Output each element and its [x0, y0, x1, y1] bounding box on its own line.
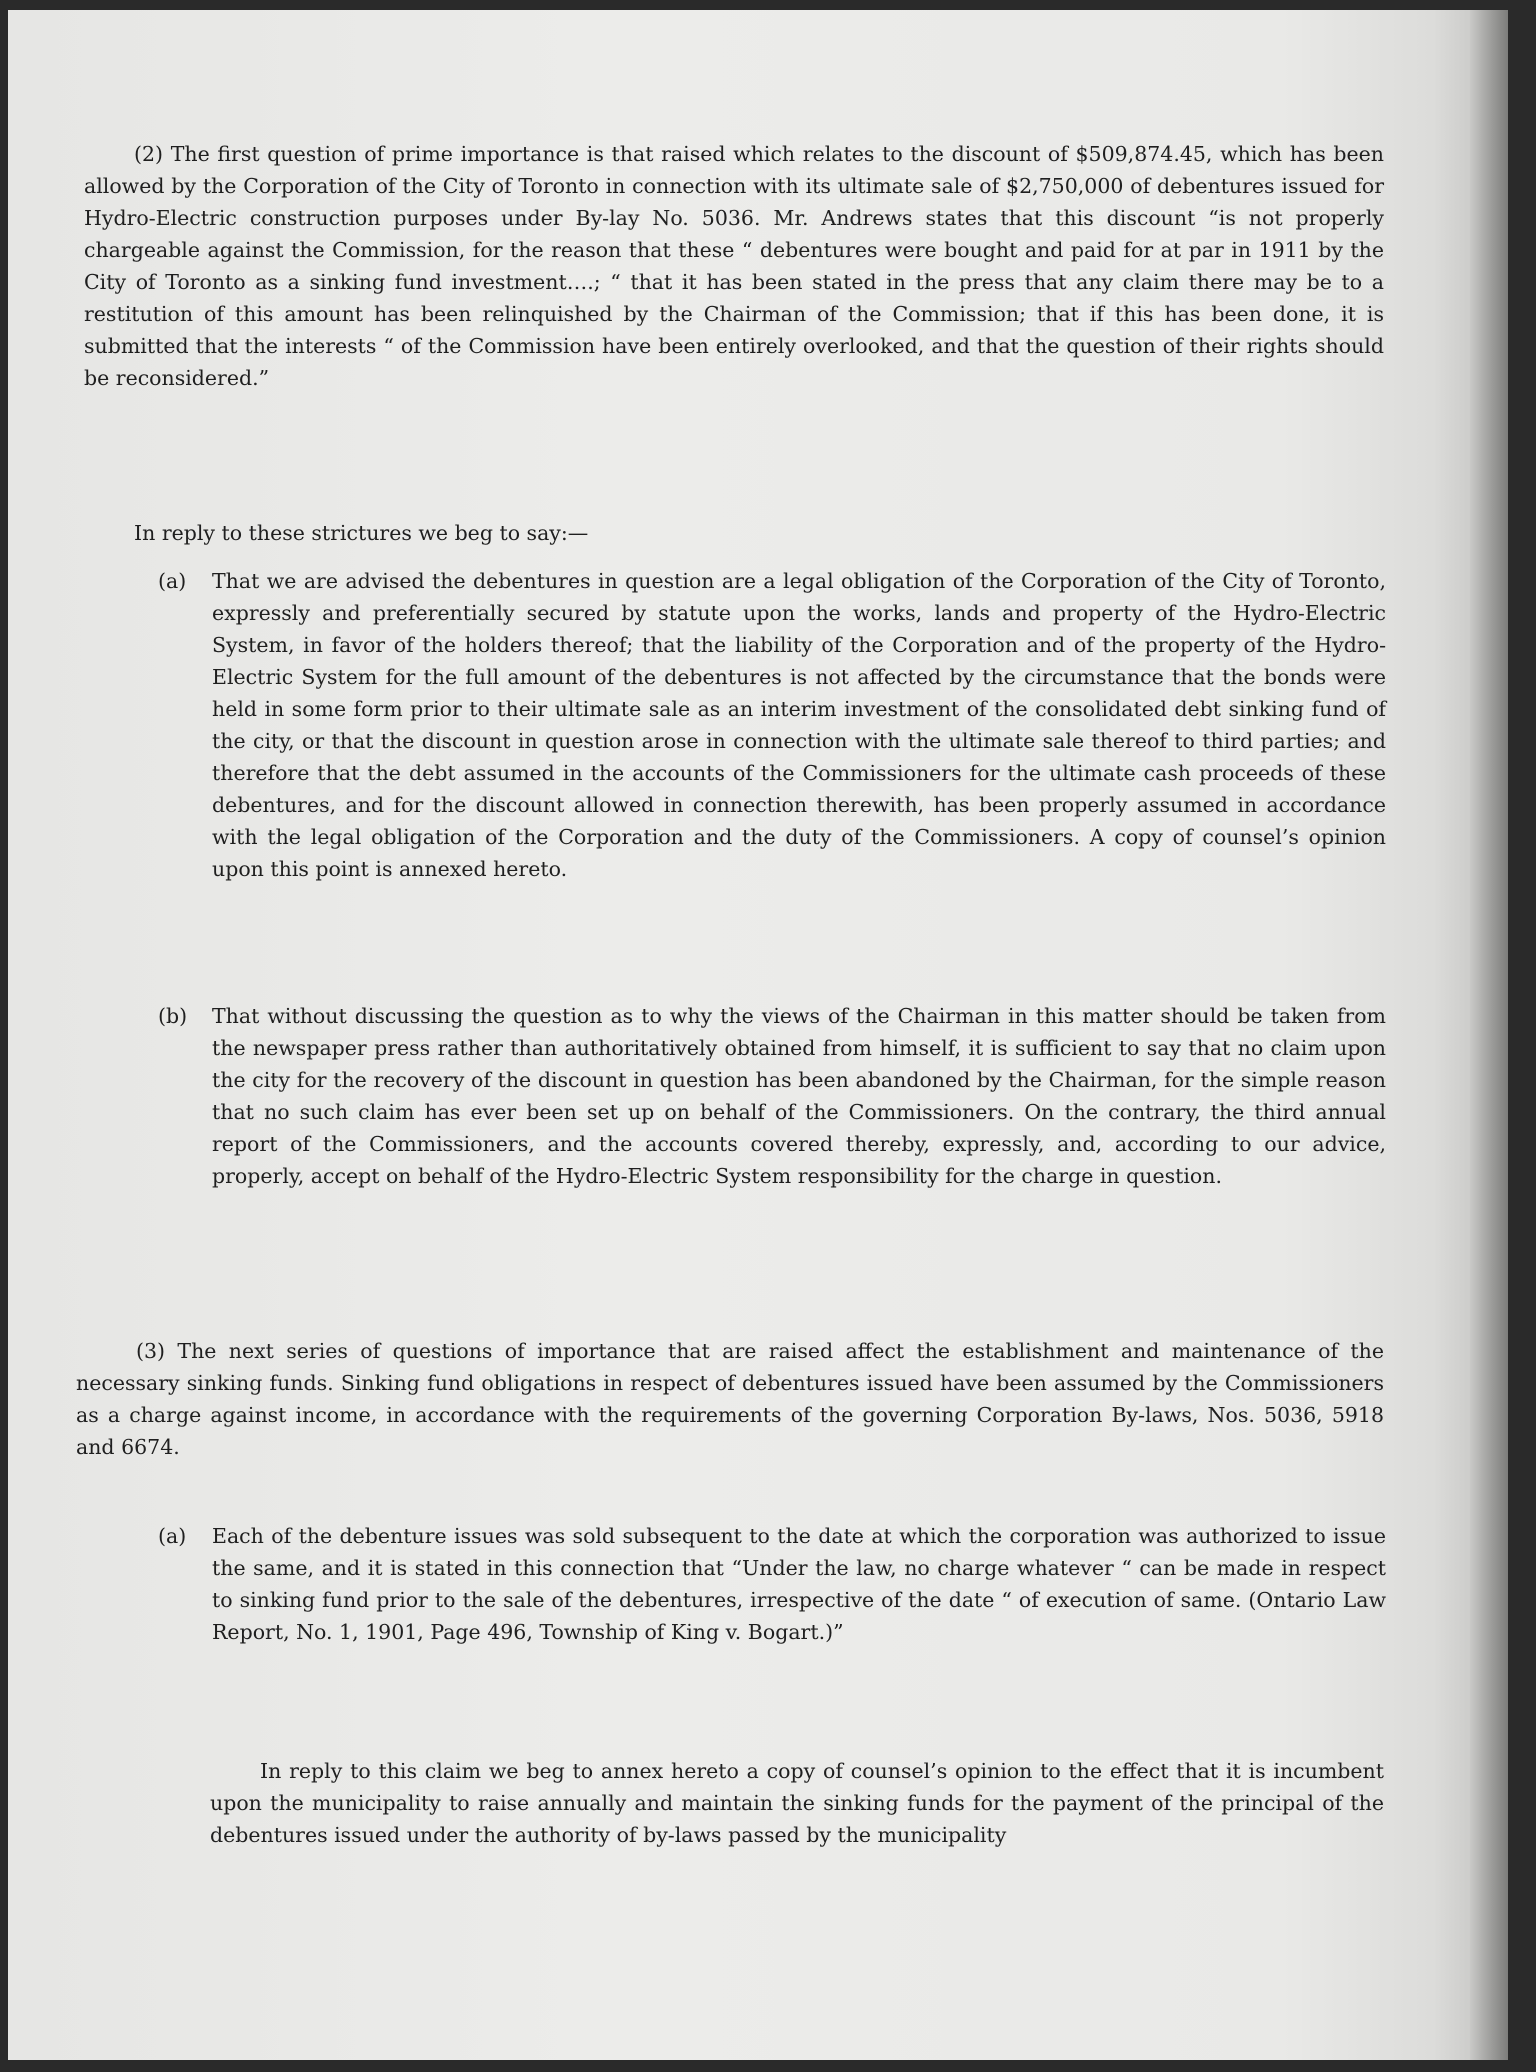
paragraph-3: (3) The next series of questions of importance that are raised affect the establishment and maintenance of the necessary sinking funds. Sinking fund obligations in respect of debentures issued have been assumed by the Commissioners as a charge against income, in accordance with the requirements of the governing Corporation By-laws, Nos. 5036, 5918 and 6674.	[76, 1339, 1384, 1459]
page-edge-shadow	[1470, 10, 1508, 2060]
item-body: That we are advised the debentures in question are a legal obligation of the Corporation of the City of Toronto, expressly and preferentially secured by statute upon the works, lands and property of the Hydro-Electric System, in favor of the holders thereof; that the liability of the Corporation and of the property of the Hydro-Electric System for the full amount of the debentures is not affected by the circumstance that the bonds were held in some form prior to their ultimate sale as an interim investment of the consolidated debt sinking fund of the city, or that the discount in question arose in connection with the ultimate sale thereof to third parties; and therefore that the debt assumed in the accounts of the Commissioners for the ultimate cash proceeds of these debentures, and for the discount allowed in connection therewith, has been properly assumed in accordance with the legal obligation of the Corporation and the duty of the Commissioners. A copy of counsel’s opinion upon this point is annexed hereto.	[212, 569, 1386, 881]
item-label: (a)	[158, 569, 187, 593]
item-body: That without discussing the question as to why the views of the Chairman in this matter should be taken from the newspaper press rather than authoritatively obtained from himself, it is sufficient to say that no claim upon the city for the recovery of the discount in question has been abandoned by the Chairman, for the simple reason that no such claim has ever been set up on behalf of the Commissioners. On the contrary, the third annual report of the Commissioners, and the accounts covered thereby, expressly, and, according to our advice, properly, accept on behalf of the Hydro-Electric System responsibility for the charge in question.	[212, 1004, 1386, 1188]
paragraph-2: (2) The first question of prime importance is that raised which relates to the discount of $509,874.45, which has been allowed by the Corporation of the City of Toronto in connection with its ultimate sale of $2,750,000 of debentures issued for Hydro-Electric construction purposes under By-lay No. 5036. Mr. Andrews states that this discount “is not properly chargeable against the Commission, for the reason that these “ debentures were bought and paid for at par in 1911 by the City of Toronto as a sinking fund investment….; “ that it has been stated in the press that any claim there may be to a restitution of this amount has been relinquished by the Chairman of the Commission; that if this has been done, it is submitted that the interests “ of the Commission have been entirely overlooked, and that the question of their rights should be reconsidered.”	[84, 142, 1384, 390]
item-body: Each of the debenture issues was sold subsequent to the date at which the corporation was authorized to issue the same, and it is stated in this connection that “Under the law, no charge whatever “ can be made in respect to sinking fund prior to the sale of the debentures, irrespective of the date “ of execution of same. (Ontario Law Report, No. 1, 1901, Page 496, Township of King v. Bogart.)”	[212, 1524, 1386, 1644]
reply-paragraph: In reply to this claim we beg to annex hereto a copy of counsel’s opinion to the effect that it is incumbent upon the municipality to raise annually and maintain the sinking funds for the payment of the principal of the debentures issued under the authority of by-laws passed by the municipality	[210, 1759, 1384, 1847]
item-label: (a)	[158, 1524, 187, 1548]
reply-intro: In reply to these strictures we beg to say:—	[134, 521, 589, 545]
item-label: (b)	[158, 1004, 188, 1028]
document-page	[8, 10, 1508, 2060]
